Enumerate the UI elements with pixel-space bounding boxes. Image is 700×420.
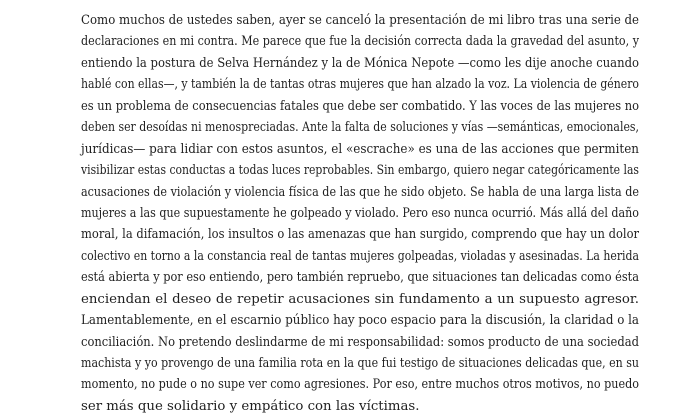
paragraph-line: declaraciones en mi contra. Me parece que fue la decisión correcta dada la gravedad del asunto, y bbox=[81, 34, 639, 50]
paragraph-line: Lamentablemente, en el escarnio público hay poco espacio para la discusión, la claridad o la bbox=[81, 313, 639, 329]
paragraph-line: enciendan el deseo de repetir acusaciones sin fundamento a un supuesto agresor. bbox=[81, 291, 639, 307]
paragraph-line: mujeres a las que supuestamente he golpeado y violado. Pero eso nunca ocurrió. Más allá del daño bbox=[81, 205, 639, 221]
statement-paragraph bbox=[81, 10, 639, 417]
paragraph-line: machista y yo provengo de una familia rota en la que fui testigo de situaciones delicadas que, en su bbox=[81, 356, 639, 371]
paragraph-line: acusaciones de violación y violencia física de las que he sido objeto. Se habla de una larga lista de bbox=[81, 184, 639, 200]
paragraph-line: colectivo en torno a la constancia real de tantas mujeres golpeadas, violadas y asesinadas. La herida bbox=[81, 248, 639, 264]
paragraph-line: moral, la difamación, los insultos o las amenazas que han surgido, comprendo que hay un dolor bbox=[81, 227, 639, 243]
paragraph-line: deben ser desoídas ni menospreciadas. Ante la falta de soluciones y vías —semánticas, emocionales, bbox=[81, 120, 639, 136]
paragraph-line: está abierta y por eso entiendo, pero también repruebo, que situaciones tan delicadas como ésta bbox=[81, 270, 639, 286]
paragraph-line: momento, no pude o no supe ver como agresiones. Por eso, entre muchos otros motivos, no puedo bbox=[81, 377, 639, 393]
paragraph-line: ser más que solidario y empático con las víctimas. bbox=[81, 398, 420, 414]
paragraph-line: visibilizar estas conductas a todas luces reprobables. Sin embargo, quiero negar categóricamente las bbox=[81, 163, 639, 179]
paragraph-line: hablé con ellas—, y también la de tantas otras mujeres que han alzado la voz. La violencia de género bbox=[81, 77, 639, 93]
paragraph-line: Como muchos de ustedes saben, ayer se canceló la presentación de mi libro tras una serie de bbox=[81, 13, 639, 28]
paragraph-line: es un problema de consecuencias fatales que debe ser combatido. Y las voces de las mujeres no bbox=[81, 98, 639, 114]
paragraph-line: conciliación. No pretendo deslindarme de mi responsabilidad: somos producto de una sociedad bbox=[81, 334, 639, 350]
paragraph-line: entiendo la postura de Selva Hernández y la de Mónica Nepote —como les dije anoche cuando bbox=[81, 55, 639, 71]
paragraph-line: jurídicas— para lidiar con estos asuntos, el «escrache» es una de las acciones que permiten bbox=[81, 141, 639, 157]
